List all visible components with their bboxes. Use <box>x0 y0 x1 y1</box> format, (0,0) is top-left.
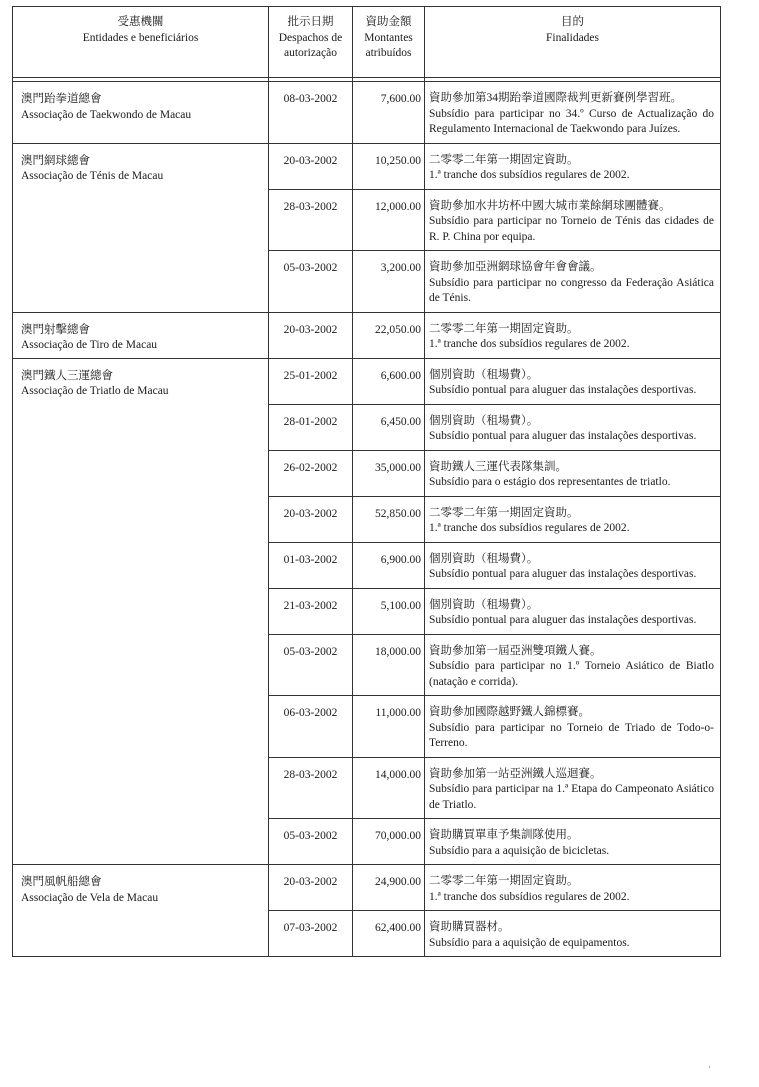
purpose-cell <box>425 358 721 404</box>
purpose-zh: 二零零二年第一期固定資助。 <box>429 153 579 166</box>
header-purpose <box>425 7 721 78</box>
date-cell: 20-03-2002 <box>269 496 353 542</box>
header-amount-pt: Montantes atribuídos <box>364 31 413 59</box>
purpose-cell <box>425 819 721 865</box>
amount-cell: 52,850.00 <box>353 496 425 542</box>
date-cell: 21-03-2002 <box>269 588 353 634</box>
purpose-zh: 個別資助（租場費）。 <box>429 368 539 381</box>
date-cell: 05-03-2002 <box>269 819 353 865</box>
purpose-pt: Subsídio para participar no 1.º Torneio Asiático de Biatlo (natação e corrida). <box>429 660 714 688</box>
purpose-pt: 1.ª tranche dos subsídios regulares de 2002. <box>429 522 630 534</box>
entity-name-zh: 澳門鐵人三運總會 <box>21 369 113 382</box>
date-cell: 08-03-2002 <box>269 82 353 144</box>
entity-cell <box>13 143 269 312</box>
purpose-pt: Subsídio para participar no congresso da Federação Asiática de Ténis. <box>429 276 714 304</box>
amount-cell: 6,450.00 <box>353 404 425 450</box>
amount-cell: 24,900.00 <box>353 865 425 911</box>
purpose-zh: 二零零二年第一期固定資助。 <box>429 506 579 519</box>
purpose-cell <box>425 251 721 313</box>
date-cell: 20-03-2002 <box>269 143 353 189</box>
purpose-cell <box>425 588 721 634</box>
amount-cell: 5,100.00 <box>353 588 425 634</box>
purpose-pt: Subsídio para participar no Torneio de Triado de Todo-o-Terreno. <box>429 721 714 749</box>
header-date-zh: 批示日期 <box>287 16 334 28</box>
purpose-cell <box>425 189 721 251</box>
amount-cell: 7,600.00 <box>353 82 425 144</box>
table-row <box>13 82 721 144</box>
purpose-pt: Subsídio para participar no 34.º Curso de Actualização do Regulamento Internacional de Taekwondo para Juízes. <box>429 107 714 135</box>
header-entity-zh: 受惠機關 <box>117 16 164 28</box>
purpose-cell <box>425 696 721 758</box>
subsidy-table <box>12 6 721 957</box>
table-header-row <box>13 7 721 78</box>
entity-cell <box>13 82 269 144</box>
purpose-zh: 資助參加亞洲網球協會年會會議。 <box>429 261 602 273</box>
date-cell: 28-03-2002 <box>269 757 353 819</box>
purpose-cell <box>425 865 721 911</box>
purpose-zh: 個別資助（租場費）。 <box>429 598 539 611</box>
purpose-zh: 資助購買器材。 <box>429 921 510 933</box>
purpose-pt: Subsídio pontual para aluguer das instalações desportivas. <box>429 430 697 442</box>
purpose-zh: 資助參加水井坊杯中國大城市業餘網球團體賽。 <box>429 199 671 212</box>
header-entity-pt: Entidades e beneficiários <box>82 31 199 44</box>
amount-cell: 6,600.00 <box>353 358 425 404</box>
purpose-pt: Subsídio pontual para aluguer das instalações desportivas. <box>429 568 697 580</box>
purpose-pt: 1.ª tranche dos subsídios regulares de 2002. <box>429 338 630 350</box>
purpose-zh: 資助參加第一屆亞洲雙項鐵人賽。 <box>429 644 602 657</box>
purpose-pt: Subsídio pontual para aluguer das instalações desportivas. <box>429 384 697 396</box>
purpose-cell <box>425 404 721 450</box>
entity-name-pt: Associação de Vela de Macau <box>21 891 159 904</box>
entity-cell <box>13 358 269 865</box>
amount-cell: 62,400.00 <box>353 911 425 957</box>
entity-name-zh: 澳門射擊總會 <box>21 323 90 336</box>
date-cell: 06-03-2002 <box>269 696 353 758</box>
entity-cell <box>13 312 269 358</box>
purpose-cell <box>425 143 721 189</box>
date-cell: 26-02-2002 <box>269 450 353 496</box>
amount-cell: 14,000.00 <box>353 757 425 819</box>
amount-cell: 35,000.00 <box>353 450 425 496</box>
entity-name-pt: Associação de Triatlo de Macau <box>21 385 169 397</box>
purpose-cell <box>425 450 721 496</box>
date-cell: 07-03-2002 <box>269 911 353 957</box>
date-cell: 05-03-2002 <box>269 251 353 313</box>
entity-cell <box>13 865 269 957</box>
amount-cell: 22,050.00 <box>353 312 425 358</box>
amount-cell: 12,000.00 <box>353 189 425 251</box>
header-date <box>269 7 353 78</box>
entity-name-pt: Associação de Taekwondo de Macau <box>21 108 192 121</box>
header-amount-zh: 資助金額 <box>365 16 412 28</box>
table-row <box>13 865 721 911</box>
entity-name-zh: 澳門風帆船總會 <box>21 876 102 888</box>
date-cell: 20-03-2002 <box>269 865 353 911</box>
entity-name-pt: Associação de Tiro de Macau <box>21 339 158 351</box>
amount-cell: 18,000.00 <box>353 634 425 696</box>
purpose-zh: 資助參加第34期跆拳道國際裁判更新賽例學習班。 <box>429 92 682 104</box>
purpose-pt: Subsídio para o estágio dos representantes de triatlo. <box>429 476 671 488</box>
amount-cell: 6,900.00 <box>353 542 425 588</box>
header-amount <box>353 7 425 78</box>
purpose-cell <box>425 757 721 819</box>
amount-cell: 10,250.00 <box>353 143 425 189</box>
table-row <box>13 143 721 189</box>
purpose-cell <box>425 634 721 696</box>
table-body <box>13 82 721 957</box>
purpose-zh: 資助購買單車予集訓隊使用。 <box>429 829 579 841</box>
entity-name-pt: Associação de Ténis de Macau <box>21 170 164 182</box>
purpose-zh: 資助參加第一站亞洲鐵人巡迴賽。 <box>429 767 602 780</box>
purpose-zh: 資助參加國際越野鐵人錦標賽。 <box>429 706 590 718</box>
purpose-pt: Subsídio pontual para aluguer das instalações desportivas. <box>429 614 697 626</box>
date-cell: 28-03-2002 <box>269 189 353 251</box>
purpose-pt: 1.ª tranche dos subsídios regulares de 2002. <box>429 169 630 181</box>
table-row <box>13 358 721 404</box>
purpose-zh: 二零零二年第一期固定資助。 <box>429 875 579 887</box>
entity-name-zh: 澳門跆拳道總會 <box>21 93 102 105</box>
purpose-cell <box>425 542 721 588</box>
subsidy-table-sheet <box>12 6 720 957</box>
purpose-pt: Subsídio para a aquisição de equipamentos. <box>429 936 630 949</box>
amount-cell: 3,200.00 <box>353 251 425 313</box>
header-purpose-pt: Finalidades <box>545 31 600 44</box>
date-cell: 01-03-2002 <box>269 542 353 588</box>
date-cell: 25-01-2002 <box>269 358 353 404</box>
entity-name-zh: 澳門網球總會 <box>21 154 90 167</box>
purpose-pt: Subsídio para participar no Torneio de Ténis das cidades de R. P. China por equipa. <box>429 215 714 243</box>
purpose-cell <box>425 312 721 358</box>
header-entity <box>13 7 269 78</box>
amount-cell: 70,000.00 <box>353 819 425 865</box>
purpose-pt: 1.ª tranche dos subsídios regulares de 2002. <box>429 890 630 903</box>
date-cell: 28-01-2002 <box>269 404 353 450</box>
amount-cell: 11,000.00 <box>353 696 425 758</box>
purpose-zh: 個別資助（租場費）。 <box>429 552 539 565</box>
scan-mark: · <box>708 1062 711 1072</box>
header-date-pt: Despachos de autorização <box>278 31 343 59</box>
purpose-cell <box>425 496 721 542</box>
purpose-zh: 個別資助（租場費）。 <box>429 414 539 427</box>
purpose-pt: Subsídio para participar na 1.ª Etapa do Campeonato Asiático de Triatlo. <box>429 783 714 811</box>
purpose-pt: Subsídio para a aquisição de bicicletas. <box>429 844 610 857</box>
header-purpose-zh: 目的 <box>561 16 584 28</box>
purpose-zh: 二零零二年第一期固定資助。 <box>429 322 579 335</box>
date-cell: 05-03-2002 <box>269 634 353 696</box>
purpose-zh: 資助鐵人三運代表隊集訓。 <box>429 460 567 473</box>
purpose-cell <box>425 82 721 144</box>
date-cell: 20-03-2002 <box>269 312 353 358</box>
table-row <box>13 312 721 358</box>
purpose-cell <box>425 911 721 957</box>
